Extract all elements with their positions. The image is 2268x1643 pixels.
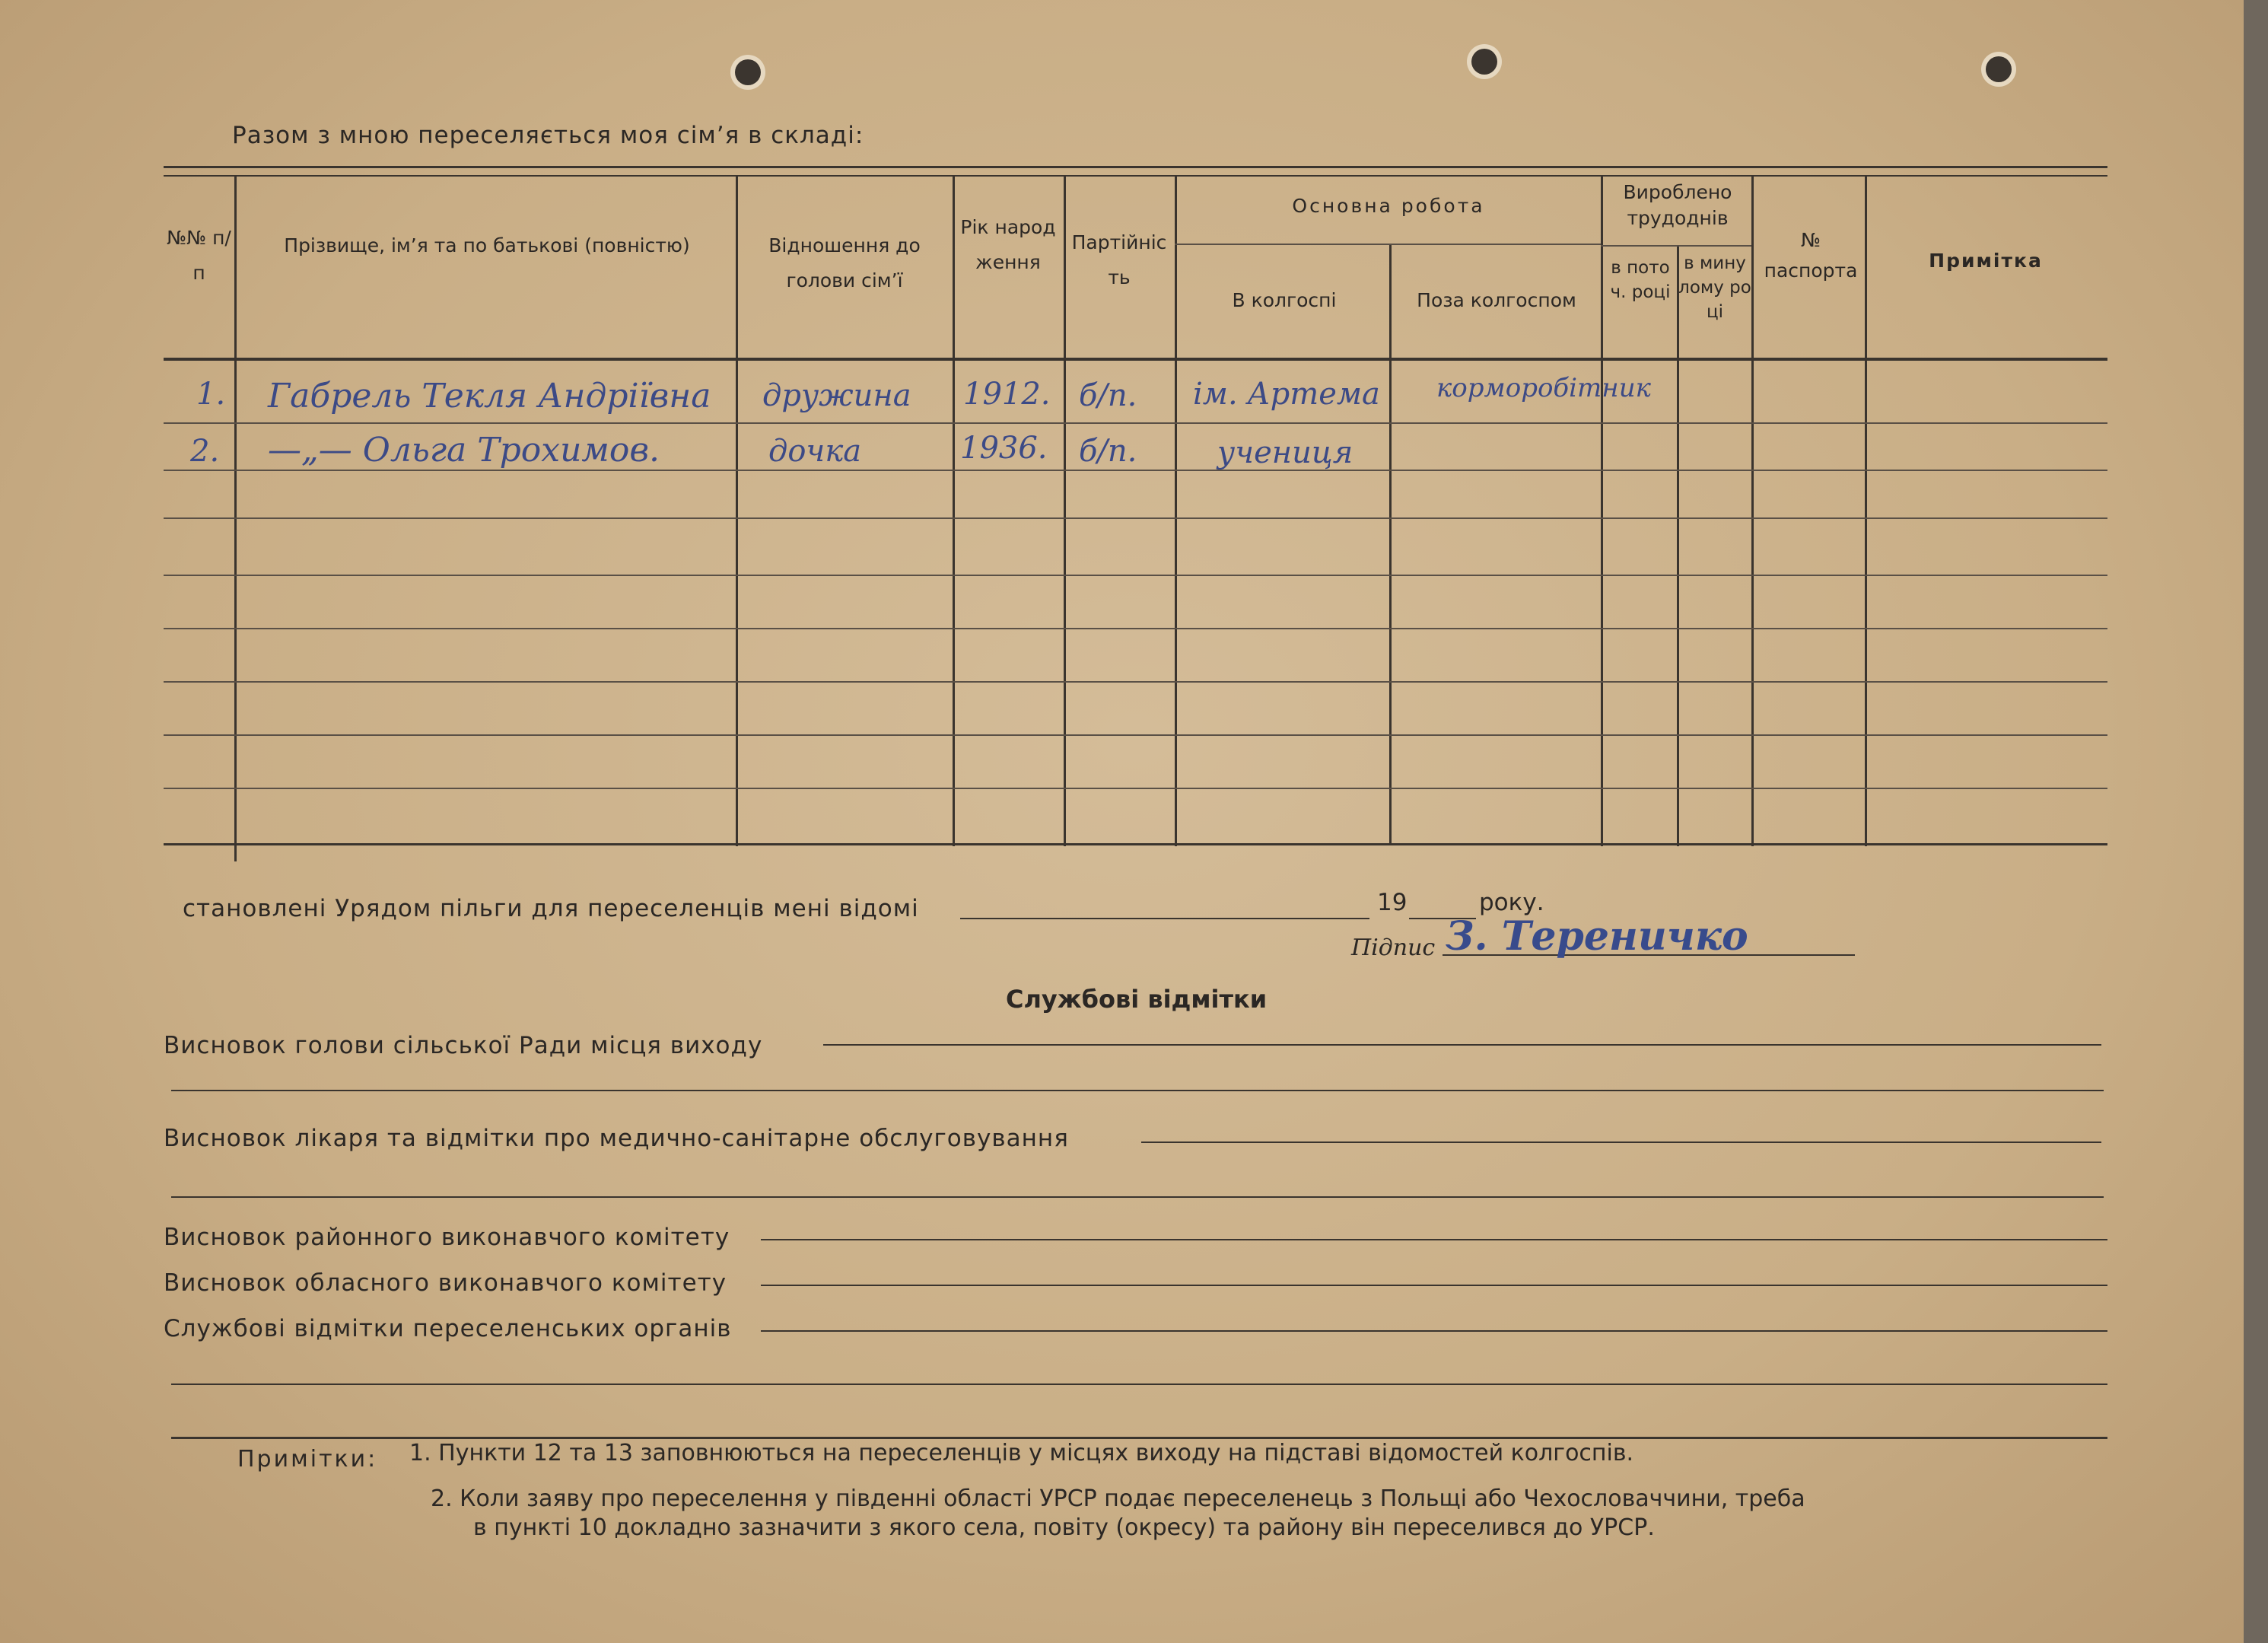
row-2-in-kolhosp: учениця — [1217, 435, 1353, 470]
fill-line — [761, 1330, 2107, 1332]
header-name: Прізвище, ім’я та по батькові (повністю) — [284, 234, 690, 256]
table-header-bottom — [164, 358, 2107, 361]
subheader-divider — [1601, 245, 1751, 247]
fill-line — [761, 1239, 2107, 1240]
intro-text: Разом з мною переселяється моя сім’я в складі: — [232, 122, 864, 149]
table-top-border-inner — [164, 175, 2107, 177]
row-line — [164, 681, 2107, 683]
header-num: №№ п/п — [167, 227, 231, 284]
row-line — [164, 628, 2107, 629]
row-1-num: 1. — [196, 377, 226, 412]
row-2-name: —„— Ольга Трохимов. — [268, 431, 660, 470]
signature: З. Тереничко — [1446, 913, 1748, 960]
row-line — [164, 517, 2107, 519]
fill-line — [171, 1090, 2104, 1091]
row-1-party: б/п. — [1079, 378, 1137, 413]
subheader-divider — [1175, 244, 1601, 245]
row-1-birth-year: 1912. — [963, 377, 1051, 412]
col-divider — [1751, 177, 1754, 846]
row-line — [164, 575, 2107, 576]
row-1-outside-kolhosp: корморобітник — [1436, 373, 1651, 403]
note-2: 2. Коли заяву про переселення у південні області УРСР подає переселенець з Польщі або Чехословаччини, треба — [431, 1485, 1805, 1512]
fill-line — [171, 1383, 2107, 1385]
header-past-year: в минулому році — [1678, 253, 1751, 322]
fill-line — [171, 1437, 2107, 1439]
col-divider — [234, 177, 237, 861]
row-1-name: Габрель Текля Андріївна — [268, 377, 711, 416]
note-1: 1. Пункти 12 та 13 заповнюються на переселенців у місцях виходу на підставі відомостей колгоспів. — [409, 1440, 1634, 1466]
header-outside-kolhosp: Поза колгоспом — [1417, 289, 1576, 311]
year-prefix: 19 — [1377, 889, 1408, 916]
header-note: Примітка — [1929, 250, 2043, 272]
punch-hole — [1986, 56, 2012, 82]
row-1-in-kolhosp: ім. Артема — [1193, 377, 1380, 412]
table-bottom-border — [164, 843, 2107, 845]
header-main-work: Основна робота — [1292, 195, 1485, 217]
fill-line — [171, 1196, 2104, 1198]
notes-label: Примітки: — [237, 1446, 378, 1473]
fill-line — [1141, 1142, 2101, 1143]
row-1-relation: дружина — [762, 378, 911, 413]
header-relation: Відношення до голови сім’ї — [768, 234, 921, 291]
col-divider — [953, 177, 955, 846]
header-current-year: в поточ. році — [1610, 258, 1671, 302]
row-2-birth-year: 1936. — [960, 431, 1048, 466]
conclusion-resettlement: Службові відмітки переселенських органів — [164, 1315, 732, 1342]
row-line — [164, 734, 2107, 736]
signature-label: Підпис — [1351, 935, 1436, 961]
punch-hole — [1471, 49, 1497, 75]
header-party: Партійність — [1071, 231, 1167, 288]
punch-hole — [735, 59, 761, 85]
header-passport: № паспорта — [1764, 229, 1858, 282]
year-suffix: року. — [1479, 889, 1544, 916]
benefits-text: становлені Урядом пільги для переселенців мені відомі — [183, 895, 919, 922]
row-2-num: 2. — [190, 434, 220, 469]
col-divider — [736, 177, 738, 846]
header-birth-year: Рік народження — [960, 216, 1056, 273]
row-2-relation: дочка — [768, 434, 862, 469]
fill-line — [823, 1044, 2101, 1046]
date-blank — [960, 918, 1369, 919]
fill-line — [761, 1285, 2107, 1286]
row-line — [164, 422, 2107, 424]
col-divider — [1175, 177, 1177, 846]
row-2-party: б/п. — [1079, 434, 1137, 469]
conclusion-doctor: Висновок лікаря та відмітки про медично-санітарне обслуговування — [164, 1125, 1069, 1152]
official-title: Службові відмітки — [1006, 985, 1268, 1014]
header-workdays: Вироблено трудоднів — [1623, 181, 1732, 229]
header-in-kolhosp: В колгоспі — [1232, 289, 1337, 311]
col-divider — [1865, 177, 1867, 846]
table-top-border — [164, 166, 2107, 168]
page-edge — [2244, 0, 2268, 1643]
row-line — [164, 788, 2107, 789]
col-divider — [1677, 247, 1679, 846]
conclusion-district: Висновок районного виконавчого комітету — [164, 1224, 730, 1251]
conclusion-oblast: Висновок обласного виконавчого комітету — [164, 1269, 727, 1297]
row-line — [164, 470, 2107, 471]
note-3: в пункті 10 докладно зазначити з якого села, повіту (окресу) та району він переселився до УРСР. — [473, 1514, 1655, 1541]
col-divider — [1389, 244, 1392, 845]
col-divider — [1064, 177, 1066, 846]
conclusion-village: Висновок голови сільської Ради місця виходу — [164, 1032, 763, 1059]
col-divider — [1601, 177, 1603, 846]
